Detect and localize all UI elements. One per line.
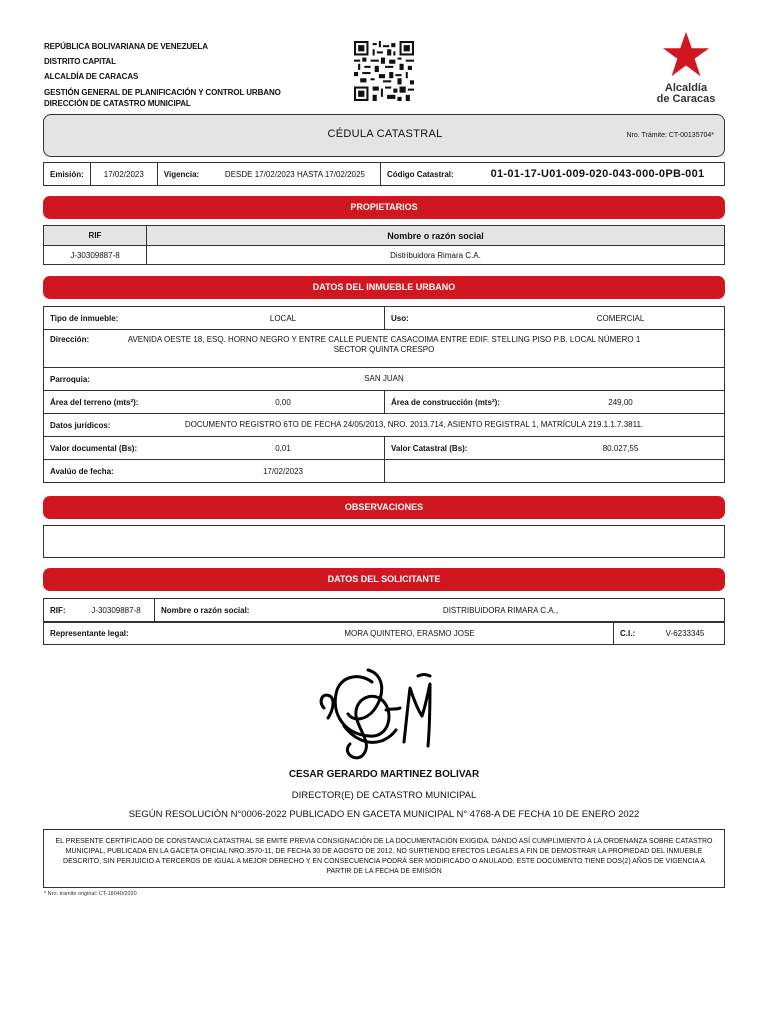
uso-label: Uso:: [385, 307, 518, 330]
codigo-label: Código Catastral:: [381, 163, 472, 186]
red-star-icon: [662, 30, 710, 78]
ci-label: C.I.:: [614, 623, 647, 645]
section-inmueble: DATOS DEL INMUEBLE URBANO: [43, 276, 725, 299]
legal-notice: EL PRESENTE CERTIFICADO DE CONSTANCIA CATASTRAL SE EMITE PREVIA CONSIGNACIÓN DE LA DOCUMENTACIÓN EXIGIDA. DANDO ASÍ CUMPLIMIENTO A LA ORDENANZA SOBRE CATASTRO MUNICIPAL, PUBLICADA EN LA GACETA OFICIAL NRO.3570-11, DE FECHA 30 DE AGOSTO DE 2012. NO SURTIENDO EFECTOS LEGALES A FIN DE DEMOSTRAR LA PROPIEDAD DEL INMUEBLE DESCRITO, SIN PERJUICIO A TERCEROS DE IGUAL A MEJOR DERECHO Y EN CONSECUENCIA PODRÁ SER MODIFICADO O ANULADO. ESTE DOCUMENTO TIENE DOS(2) AÑOS DE VIGENCIA A PARTIR DE LA FECHA DE EMISIÓN: [43, 829, 725, 888]
vigencia-label: Vigencia:: [157, 163, 210, 186]
ci-value: V-6233345: [646, 623, 725, 645]
construccion-value: 249,00: [517, 391, 725, 414]
codigo-value: 01-01-17-U01-009-020-043-000-0PB-001: [471, 163, 724, 186]
avaluo-empty-cell: [385, 460, 725, 483]
construccion-label: Área de construcción (mts²):: [385, 391, 518, 414]
uso-value: COMERCIAL: [517, 307, 725, 330]
vcat-value: 80.027,55: [517, 437, 725, 460]
rep-label: Representante legal:: [44, 623, 207, 645]
signer-resolucion: SEGÚN RESOLUCIÓN N°0006-2022 PUBLICADO EN GACETA MUNICIPAL N° 4768-A DE FECHA 10 DE ENERO 2022: [128, 809, 640, 820]
page-title: CÉDULA CATASTRAL: [327, 128, 443, 140]
parroquia-value: SAN JUAN: [364, 374, 404, 383]
juridicos-value: DOCUMENTO REGISTRO 6TO DE FECHA 24/05/2013, NRO. 2013.714, ASIENTO REGISTRAL 1, MATRÍCULA 219.1.1.7.3811.: [184, 420, 644, 429]
signature-image: [314, 664, 444, 764]
header-line-distrito: DISTRITO CAPITAL: [44, 57, 116, 66]
header-line-direccion: DIRECCIÓN DE CATASTRO MUNICIPAL: [44, 99, 191, 108]
signer-role: DIRECTOR(E) DE CATASTRO MUNICIPAL: [291, 790, 477, 801]
meta-table: [43, 162, 725, 186]
juridicos-row: [44, 414, 725, 437]
col-header-rif: RIF: [44, 226, 147, 246]
title-panel: [43, 114, 725, 157]
header-line-gestion: GESTIÓN GENERAL DE PLANIFICACIÓN Y CONTROL URBANO: [44, 88, 281, 97]
header-line-alcaldia: ALCALDÍA DE CARACAS: [44, 72, 139, 81]
propietario-rif: J-30309887-8: [44, 246, 147, 265]
rep-value: MORA QUINTERO, ERASMO JOSE: [206, 623, 614, 645]
direccion-row: [44, 330, 725, 368]
logo-text-line2: de Caracas: [656, 93, 716, 105]
tipo-value: LOCAL: [182, 307, 385, 330]
solicitante-table: [43, 598, 725, 622]
header-line-republica: REPÚBLICA BOLIVARIANA DE VENEZUELA: [44, 42, 208, 51]
vdoc-value: 0,01: [182, 437, 385, 460]
avaluo-value: 17/02/2023: [182, 460, 385, 483]
representante-table: [43, 622, 725, 645]
emision-label: Emisión:: [44, 163, 91, 186]
alcaldia-logo: [648, 30, 724, 112]
parroquia-row: [44, 368, 725, 391]
col-header-nombre: Nombre o razón social: [147, 226, 725, 246]
sol-rif-label: RIF:: [44, 599, 79, 622]
section-propietarios: PROPIETARIOS: [43, 196, 725, 219]
direccion-value: AVENIDA OESTE 18, ESQ. HORNO NEGRO Y ENTRE CALLE PUENTE CASACOIMA ENTRE EDIF. STELLING PISO P.B. LOCAL NÚMERO 1 SECTOR QUINTA CRESPO: [127, 335, 641, 354]
vcat-label: Valor Catastral (Bs):: [385, 437, 518, 460]
footnote: * Nro. tramite original: CT-18040/2020: [44, 891, 137, 897]
vigencia-value: DESDE 17/02/2023 HASTA 17/02/2025: [210, 163, 381, 186]
terreno-value: 0,00: [182, 391, 385, 414]
sol-nombre-value: DISTRIBUIDORA RIMARA C.A.,: [277, 599, 725, 622]
sol-rif-value: J-30309887-8: [78, 599, 155, 622]
observaciones-box: [43, 525, 725, 558]
vdoc-label: Valor documental (Bs):: [44, 437, 183, 460]
propietarios-table: [43, 225, 725, 265]
qr-code-icon: [354, 40, 414, 102]
direccion-label: Dirección:: [50, 335, 90, 344]
terreno-label: Área del terreno (mts²):: [44, 391, 183, 414]
section-observaciones: OBSERVACIONES: [43, 496, 725, 519]
propietario-nombre: Distribuidora Rimara C.A.: [147, 246, 725, 265]
tipo-label: Tipo de inmueble:: [44, 307, 183, 330]
logo-text-line1: Alcaldía: [664, 82, 708, 94]
juridicos-label: Datos jurídicos:: [50, 420, 111, 430]
avaluo-label: Avalúo de fecha:: [44, 460, 183, 483]
parroquia-label: Parroquia:: [50, 374, 91, 384]
sol-nombre-label: Nombre o razón social:: [155, 599, 278, 622]
signer-name: CESAR GERARDO MARTINEZ BOLIVAR: [288, 769, 480, 780]
section-solicitante: DATOS DEL SOLICITANTE: [43, 568, 725, 591]
inmueble-table: [43, 306, 725, 483]
tramite-number: Nro. Trámite: CT-00135704*: [626, 132, 714, 139]
emision-value: 17/02/2023: [90, 163, 157, 186]
